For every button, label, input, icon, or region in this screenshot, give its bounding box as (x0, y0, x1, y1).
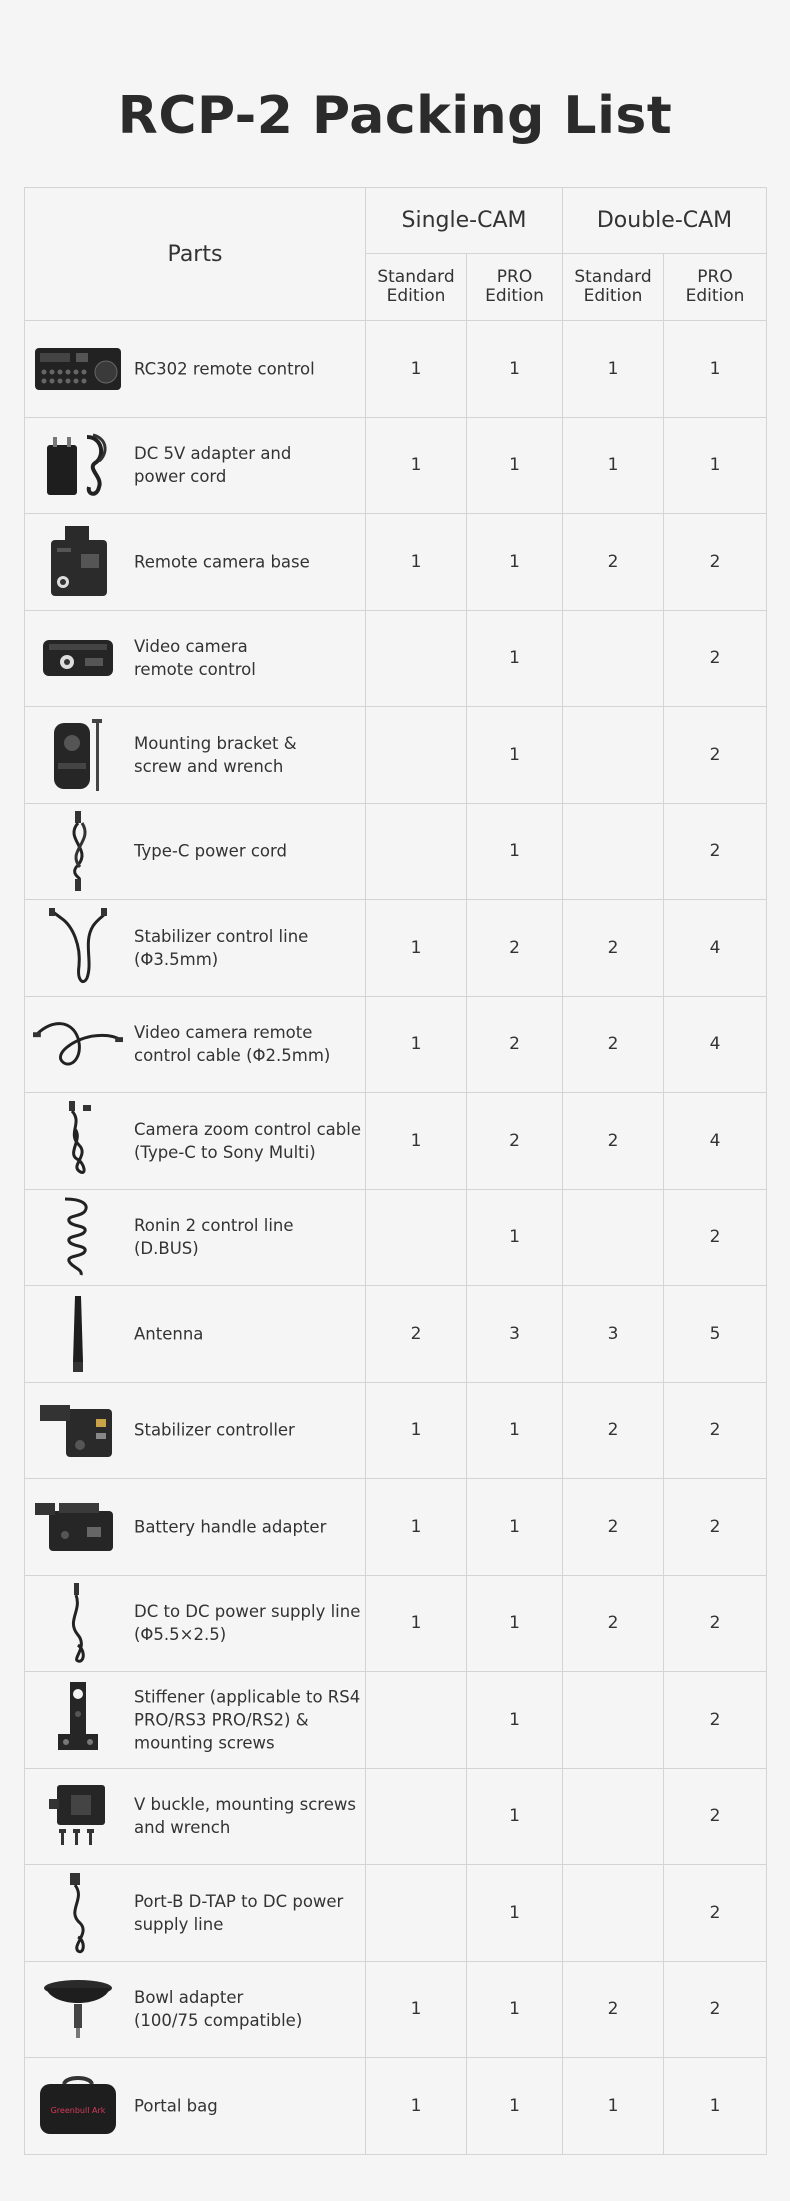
bag-icon (33, 2064, 123, 2148)
part-cell (25, 1479, 366, 1576)
qty-double-pro: 2 (664, 1189, 767, 1286)
qty-double-standard: 2 (563, 900, 664, 997)
qty-double-standard: 2 (563, 1382, 664, 1479)
qty-double-pro: 2 (664, 1479, 767, 1576)
qty-double-pro: 2 (664, 1865, 767, 1962)
part-cell (25, 610, 366, 707)
qty-single-standard (366, 1768, 467, 1865)
single-cam-header: Single-CAM (366, 188, 563, 254)
qty-single-standard: 2 (366, 1286, 467, 1383)
part-name (134, 1685, 361, 1754)
part-name (134, 1986, 361, 2032)
part-name (134, 1322, 361, 1345)
qty-single-pro: 1 (467, 1961, 563, 2058)
part-name (134, 1419, 361, 1442)
part-name-line: Battery handle adapter (134, 1517, 327, 1537)
remote-control-icon (33, 327, 123, 411)
table-row (25, 1382, 767, 1479)
bowl-adapter-icon (33, 1967, 123, 2051)
qty-single-pro: 1 (467, 610, 563, 707)
dtap-cable-icon (33, 1871, 123, 1955)
table-row (25, 1286, 767, 1383)
part-name (134, 2094, 361, 2117)
part-name (134, 1793, 361, 1839)
part-name-line: Portal bag (134, 2096, 218, 2116)
part-name (134, 840, 361, 863)
part-name-line: Ronin 2 control line (D.BUS) (134, 1216, 294, 1259)
qty-double-pro: 2 (664, 1768, 767, 1865)
part-name (134, 1214, 361, 1260)
qty-single-pro: 2 (467, 1093, 563, 1190)
double-cam-header: Double-CAM (563, 188, 767, 254)
qty-double-pro: 2 (664, 610, 767, 707)
part-name-line: Stabilizer controller (134, 1420, 295, 1440)
packing-list-table (24, 187, 767, 2155)
part-name (134, 1515, 361, 1538)
qty-double-standard (563, 803, 664, 900)
qty-double-pro: 4 (664, 900, 767, 997)
part-cell (25, 1286, 366, 1383)
qty-double-standard (563, 1768, 664, 1865)
qty-single-standard: 1 (366, 1093, 467, 1190)
part-name-line: Stabilizer control line (134, 926, 309, 946)
table-row (25, 1479, 767, 1576)
part-cell (25, 1189, 366, 1286)
qty-double-pro: 2 (664, 514, 767, 611)
part-name (134, 1021, 361, 1067)
qty-double-standard: 2 (563, 1093, 664, 1190)
qty-double-standard (563, 1672, 664, 1769)
qty-single-standard (366, 610, 467, 707)
camera-remote-icon (33, 616, 123, 700)
part-cell (25, 1865, 366, 1962)
usb-cable-icon (33, 809, 123, 893)
qty-double-pro: 2 (664, 1672, 767, 1769)
part-name (134, 925, 361, 971)
table-row (25, 1093, 767, 1190)
stabilizer-controller-icon (33, 1388, 123, 1472)
table-row (25, 321, 767, 418)
dc-cable-icon (33, 1581, 123, 1665)
spiral-cable-icon (33, 1195, 123, 1279)
qty-double-standard: 2 (563, 1961, 664, 2058)
qty-double-pro: 4 (664, 996, 767, 1093)
part-name-line: PRO/RS3 PRO/RS2) & (134, 1710, 309, 1730)
qty-single-standard: 1 (366, 1575, 467, 1672)
part-name-line: and wrench (134, 1818, 231, 1838)
v-buckle-icon (33, 1774, 123, 1858)
qty-double-pro: 5 (664, 1286, 767, 1383)
table-row (25, 1768, 767, 1865)
table-row (25, 803, 767, 900)
table-row (25, 1189, 767, 1286)
qty-single-standard: 1 (366, 514, 467, 611)
qty-double-pro: 2 (664, 1382, 767, 1479)
qty-single-standard: 1 (366, 1479, 467, 1576)
part-cell (25, 707, 366, 804)
coiled-cable-icon (33, 906, 123, 990)
qty-single-pro: 1 (467, 1672, 563, 1769)
part-name-line: power cord (134, 467, 227, 487)
part-name (134, 635, 361, 681)
qty-single-standard: 1 (366, 2058, 467, 2155)
part-name (134, 1890, 361, 1936)
qty-double-standard: 2 (563, 996, 664, 1093)
part-name-line: Video camera (134, 637, 248, 657)
qty-single-pro: 1 (467, 1575, 563, 1672)
qty-double-standard: 2 (563, 1575, 664, 1672)
qty-double-pro: 2 (664, 803, 767, 900)
part-name-line: Type-C power cord (134, 841, 287, 861)
part-cell (25, 514, 366, 611)
power-adapter-icon (33, 423, 123, 507)
table-row (25, 707, 767, 804)
qty-single-standard (366, 707, 467, 804)
qty-single-standard (366, 1672, 467, 1769)
stiffener-icon (33, 1678, 123, 1762)
part-cell (25, 1093, 366, 1190)
battery-adapter-icon (33, 1485, 123, 1569)
part-name-line: DC to DC power supply line (134, 1602, 361, 1622)
qty-single-pro: 2 (467, 996, 563, 1093)
qty-single-pro: 2 (467, 900, 563, 997)
bracket-icon (33, 713, 123, 797)
qty-single-pro: 1 (467, 514, 563, 611)
part-name-line: supply line (134, 1914, 224, 1934)
qty-double-pro: 4 (664, 1093, 767, 1190)
part-cell (25, 1575, 366, 1672)
part-name (134, 1600, 361, 1646)
qty-single-standard: 1 (366, 321, 467, 418)
qty-double-pro: 1 (664, 417, 767, 514)
part-cell (25, 1382, 366, 1479)
single-standard-header: Standard Edition (366, 254, 467, 321)
qty-double-standard: 1 (563, 321, 664, 418)
part-name-line: (Φ3.5mm) (134, 949, 219, 969)
qty-single-pro: 1 (467, 1479, 563, 1576)
part-cell (25, 1672, 366, 1769)
single-pro-header: PRO Edition (467, 254, 563, 321)
bag-logo-text: Greenbull Ark (50, 2105, 106, 2115)
part-cell (25, 1961, 366, 2058)
qty-single-standard: 1 (366, 996, 467, 1093)
table-row (25, 1575, 767, 1672)
part-name-line: Port-B D-TAP to DC power (134, 1891, 344, 1911)
part-name (134, 357, 361, 380)
camera-base-icon (33, 520, 123, 604)
qty-double-pro: 1 (664, 2058, 767, 2155)
qty-single-pro: 1 (467, 417, 563, 514)
part-name-line: Camera zoom control cable (134, 1119, 361, 1139)
part-cell (25, 321, 366, 418)
qty-double-pro: 1 (664, 321, 767, 418)
qty-double-pro: 2 (664, 1575, 767, 1672)
part-cell (25, 803, 366, 900)
part-name-line: (Φ5.5×2.5) (134, 1625, 227, 1645)
qty-single-pro: 1 (467, 321, 563, 418)
part-name-line: Mounting bracket & (134, 733, 297, 753)
part-name-line: Stiffener (applicable to RS4 (134, 1687, 361, 1707)
part-name (134, 732, 361, 778)
zoom-cable-icon (33, 1099, 123, 1183)
qty-single-standard (366, 1865, 467, 1962)
qty-double-standard: 3 (563, 1286, 664, 1383)
table-row (25, 610, 767, 707)
part-name (134, 442, 361, 488)
part-cell (25, 900, 366, 997)
table-row (25, 2058, 767, 2155)
table-row (25, 1865, 767, 1962)
qty-single-standard: 1 (366, 1961, 467, 2058)
loop-cable-icon (33, 1002, 123, 1086)
qty-single-standard (366, 803, 467, 900)
part-name (134, 1118, 361, 1164)
qty-single-pro: 1 (467, 1865, 563, 1962)
part-cell (25, 417, 366, 514)
part-name-line: V buckle, mounting screws (134, 1795, 356, 1815)
part-name-line: screw and wrench (134, 756, 284, 776)
part-name-line: Bowl adapter (134, 1988, 244, 2008)
table-row (25, 417, 767, 514)
part-name-line: Video camera remote (134, 1023, 313, 1043)
table-row (25, 1672, 767, 1769)
double-standard-header: Standard Edition (563, 254, 664, 321)
qty-double-pro: 2 (664, 707, 767, 804)
part-cell (25, 996, 366, 1093)
part-name-line: DC 5V adapter and (134, 444, 292, 464)
part-name-line: Antenna (134, 1324, 204, 1344)
qty-double-standard (563, 1189, 664, 1286)
qty-single-pro: 1 (467, 1382, 563, 1479)
qty-single-pro: 1 (467, 1768, 563, 1865)
qty-double-standard: 1 (563, 417, 664, 514)
part-name-line: Remote camera base (134, 552, 310, 572)
part-name (134, 550, 361, 573)
qty-single-pro: 1 (467, 803, 563, 900)
qty-single-pro: 3 (467, 1286, 563, 1383)
qty-double-standard (563, 1865, 664, 1962)
page-title: RCP-2 Packing List (117, 86, 673, 146)
qty-single-pro: 1 (467, 1189, 563, 1286)
part-cell (25, 2058, 366, 2155)
part-name-line: RC302 remote control (134, 359, 315, 379)
part-name-line: remote control (134, 660, 256, 680)
part-name-line: mounting screws (134, 1733, 275, 1753)
table-row (25, 900, 767, 997)
double-pro-header: PRO Edition (664, 254, 767, 321)
qty-double-standard: 1 (563, 2058, 664, 2155)
antenna-icon (33, 1292, 123, 1376)
part-name-line: (Type-C to Sony Multi) (134, 1142, 316, 1162)
qty-double-standard (563, 610, 664, 707)
qty-single-standard: 1 (366, 900, 467, 997)
qty-double-standard: 2 (563, 1479, 664, 1576)
qty-double-standard (563, 707, 664, 804)
qty-single-standard: 1 (366, 1382, 467, 1479)
qty-double-pro: 2 (664, 1961, 767, 2058)
qty-single-standard (366, 1189, 467, 1286)
table-row (25, 1961, 767, 2058)
qty-single-standard: 1 (366, 417, 467, 514)
qty-single-pro: 1 (467, 707, 563, 804)
table-row (25, 514, 767, 611)
parts-header: Parts (25, 188, 366, 321)
part-cell (25, 1768, 366, 1865)
qty-single-pro: 1 (467, 2058, 563, 2155)
table-row (25, 996, 767, 1093)
qty-double-standard: 2 (563, 514, 664, 611)
part-name-line: control cable (Φ2.5mm) (134, 1046, 331, 1066)
part-name-line: (100/75 compatible) (134, 2011, 303, 2031)
